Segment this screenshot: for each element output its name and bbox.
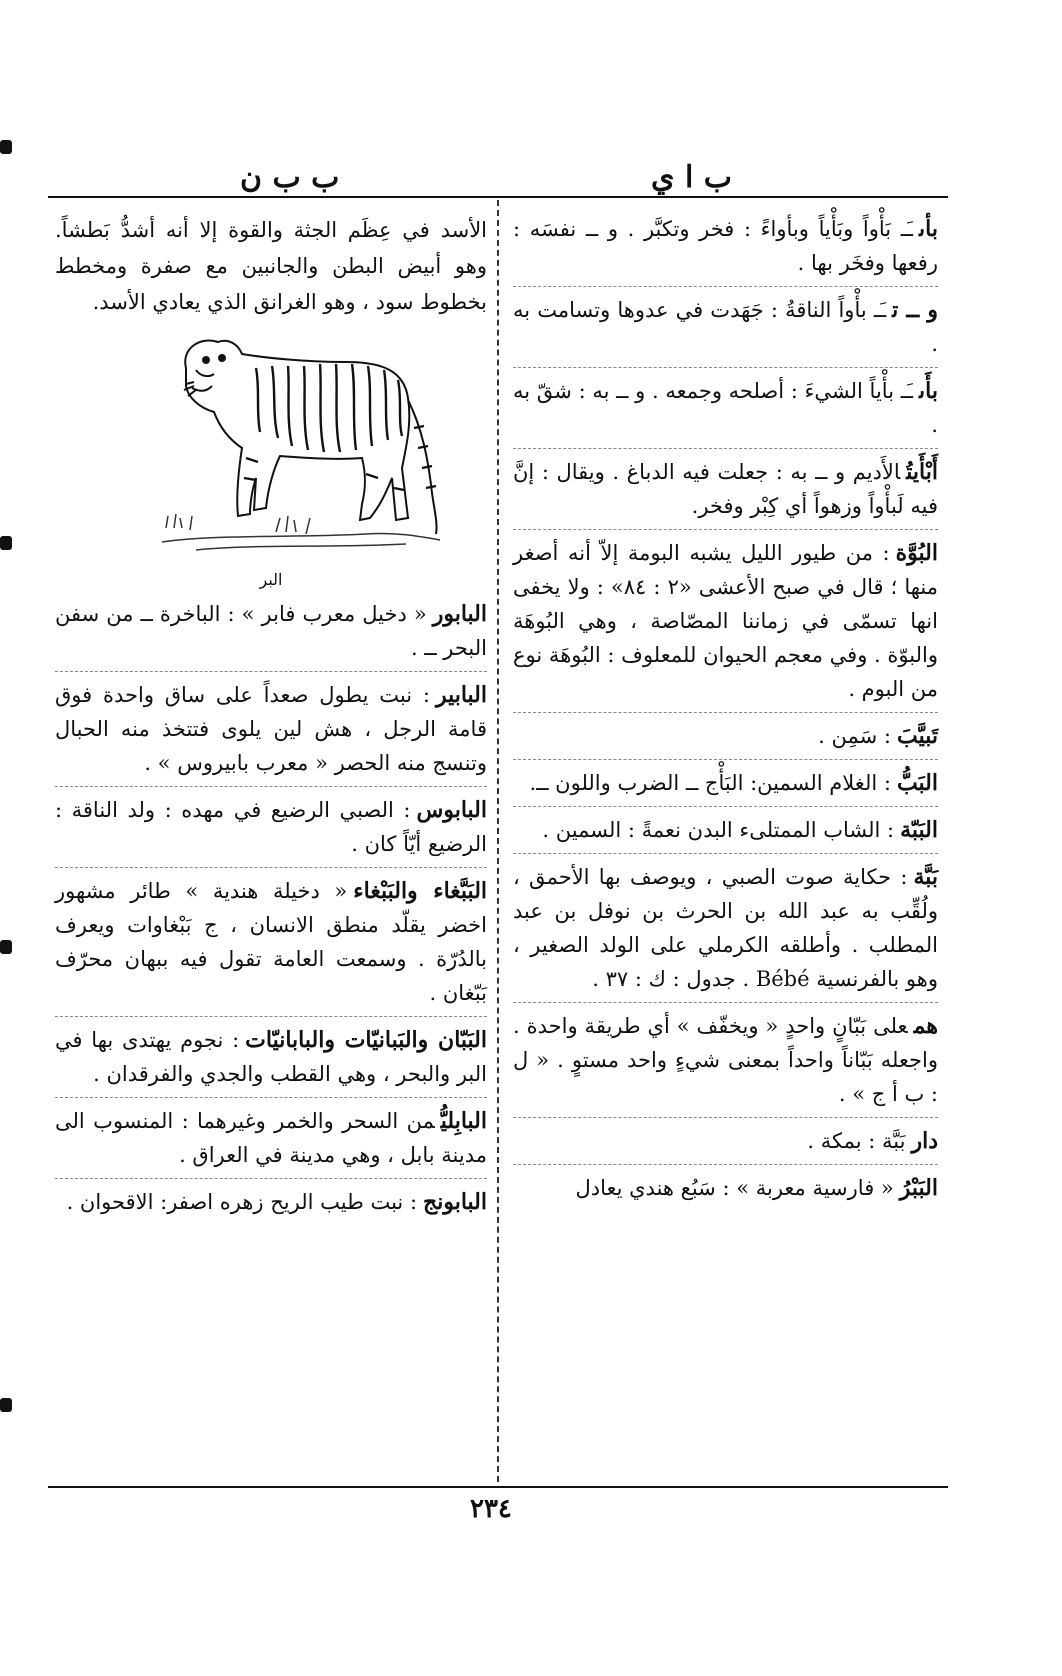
headword: البُوَّة <box>895 540 938 566</box>
definition: على بَبّانٍ واحدٍ « ويخفّف » أي طريقة واحدة . واجعله بَبّاناً واحداً بمعنى شيءٍ واحد مستوٍ . « ل : ب أ ج » . <box>513 1014 938 1106</box>
headword: البَبُّ <box>896 770 938 796</box>
column-divider <box>497 200 499 1482</box>
headword: البَبّان والبَبانيّات والبابانيّات <box>245 1027 487 1053</box>
entry <box>513 536 938 713</box>
headword: البَبَّغاء والبَبْغاء <box>353 878 488 904</box>
definition: بَبَّة : بمكة . <box>807 1129 906 1153</box>
continued-text: الأسد في عِظَم الجثة والقوة إلا أنه أشدُّ بَطشاً. وهو أبيض البطن والجانبين مع صفرة ومخطط بخطوط سود ، وهو الغرانق الذي يعادي الأسد. <box>55 218 487 314</box>
header-left: ب ب ن <box>240 160 340 195</box>
entry <box>513 860 938 1003</box>
margin-mark <box>0 536 12 550</box>
definition: من السحر والخمر وغيرهما : المنسوب الى مدينة بابل ، وهي مدينة في العراق . <box>55 1109 487 1167</box>
margin-mark <box>0 1398 12 1412</box>
headword: أَبْأَيتُ <box>906 459 938 485</box>
definition: : نبت يطول صعداً على ساق واحدة فوق قامة الرجل ، هش لين يلوى فتتخذ منه الحبال وتنسج منه الحصر « معرب بابيروس » . <box>55 683 487 775</box>
headword: و ــ ت <box>892 297 938 323</box>
right-column <box>513 212 938 1211</box>
entry <box>513 212 938 287</box>
entry <box>513 1009 938 1118</box>
entry <box>55 678 487 787</box>
definition: ـَـ بَأْواً وبَأْياً وبأواءً : فخر وتكبَّر . و ــ نفسَه : رفعها وفخَر بها . <box>513 217 938 275</box>
entry <box>513 1124 938 1165</box>
header-right: ب ا ي <box>651 160 732 195</box>
headword: دار <box>911 1128 938 1154</box>
entry <box>513 766 938 807</box>
margin-mark <box>0 940 12 954</box>
headword: البابونج <box>423 1189 487 1215</box>
definition: : نبت طيب الريح زهره اصفر: الاقحوان . <box>66 1190 418 1214</box>
entry <box>513 374 938 449</box>
definition: : حكاية صوت الصبي ، ويوصف بها الأحمق ، ولُقِّب به عبد الله بن الحرث بن نوفل بن عبد المطلب . وأطلقه الكرملي على الولد الصغير ، وهو بالفرنسية Bébé . جدول : ك : ٣٧ . <box>513 865 938 991</box>
definition: : الغلام السمين: البَأْج ــ الضرب واللون ــ. <box>529 771 891 795</box>
headword: البابِليُّ <box>440 1108 487 1134</box>
entry <box>55 793 487 868</box>
definition: : الشاب الممتلىء البدن نعمةً : السمين . <box>542 818 895 842</box>
entry <box>513 719 938 760</box>
headword: البابوس <box>416 797 487 823</box>
headword: البابور <box>432 601 487 627</box>
definition: « دخيلة هندية » طائر مشهور اخضر يقلّد منطق الانسان ، ج بَبْغاوات ويعرف بالدُرّة . وسمعت العامة تقول فيه ببهان محرّف بَبّغان . <box>55 879 487 1005</box>
entry <box>55 1185 487 1225</box>
headword: هم <box>913 1013 938 1039</box>
definition: ـَـ بأْواً الناقةُ : جَهَدت في عدوها وتسامت به . <box>513 298 938 356</box>
definition: « دخيل معرب فابر » : الباخرة ــ من سفن البحر ــ . <box>55 602 487 660</box>
definition: : الصبي الرضيع في مهده : ولد الناقة : الرضيع أيّاً كان . <box>55 798 487 856</box>
definition: الأَديم و ــ به : جعلت فيه الدباغ . ويقال : إنَّ فيه لَبأْواً وزهواً أي كِبْر وفخر. <box>513 460 938 518</box>
top-rule <box>48 196 948 198</box>
definition: : من طيور الليل يشبه البومة إلاّ أنه أصغر منها ؛ قال في صبح الأعشى «٢ : ٨٤» : ولا يخفى انها تسمّى في زماننا المصّاصة ، وهي البُوهَة والبوّة . وفي معجم الحيوان للمعلوف : البُوهَة نوع من البوم . <box>513 541 938 701</box>
bottom-rule <box>48 1486 948 1488</box>
figure-caption: البر <box>259 570 283 589</box>
headword: البَبْرُ <box>899 1175 938 1201</box>
headword: بأى <box>919 216 938 242</box>
margin-mark <box>0 140 12 154</box>
entry <box>55 1023 487 1098</box>
definition: ـَـ بأْياً الشيءَ : أصلحه وجمعه . و ــ به : شقّ به . <box>513 379 938 437</box>
headword: بأَى <box>919 378 938 404</box>
entry <box>55 597 487 672</box>
headword: تَبيَّبَ <box>896 723 938 749</box>
left-column <box>55 212 487 1225</box>
page-number: ٢٣٤ <box>470 1494 512 1524</box>
entry <box>513 293 938 368</box>
entry <box>55 1104 487 1179</box>
headword: البَبّة <box>900 817 938 843</box>
definition: « فارسية معربة » : سَبُع هندي يعادل <box>575 1176 894 1200</box>
entry <box>513 455 938 530</box>
definition: : نجوم يهتدى بها في البر والبحر ، وهي القطب والجدي والفرقدان . <box>55 1028 487 1086</box>
entry <box>513 813 938 854</box>
headword: البابير <box>435 682 487 708</box>
headword: بَبَّة <box>913 864 938 890</box>
entry <box>55 874 487 1017</box>
tiger-illustration <box>156 328 446 568</box>
definition: : سَمِن . <box>818 724 891 748</box>
entry <box>513 1171 938 1211</box>
